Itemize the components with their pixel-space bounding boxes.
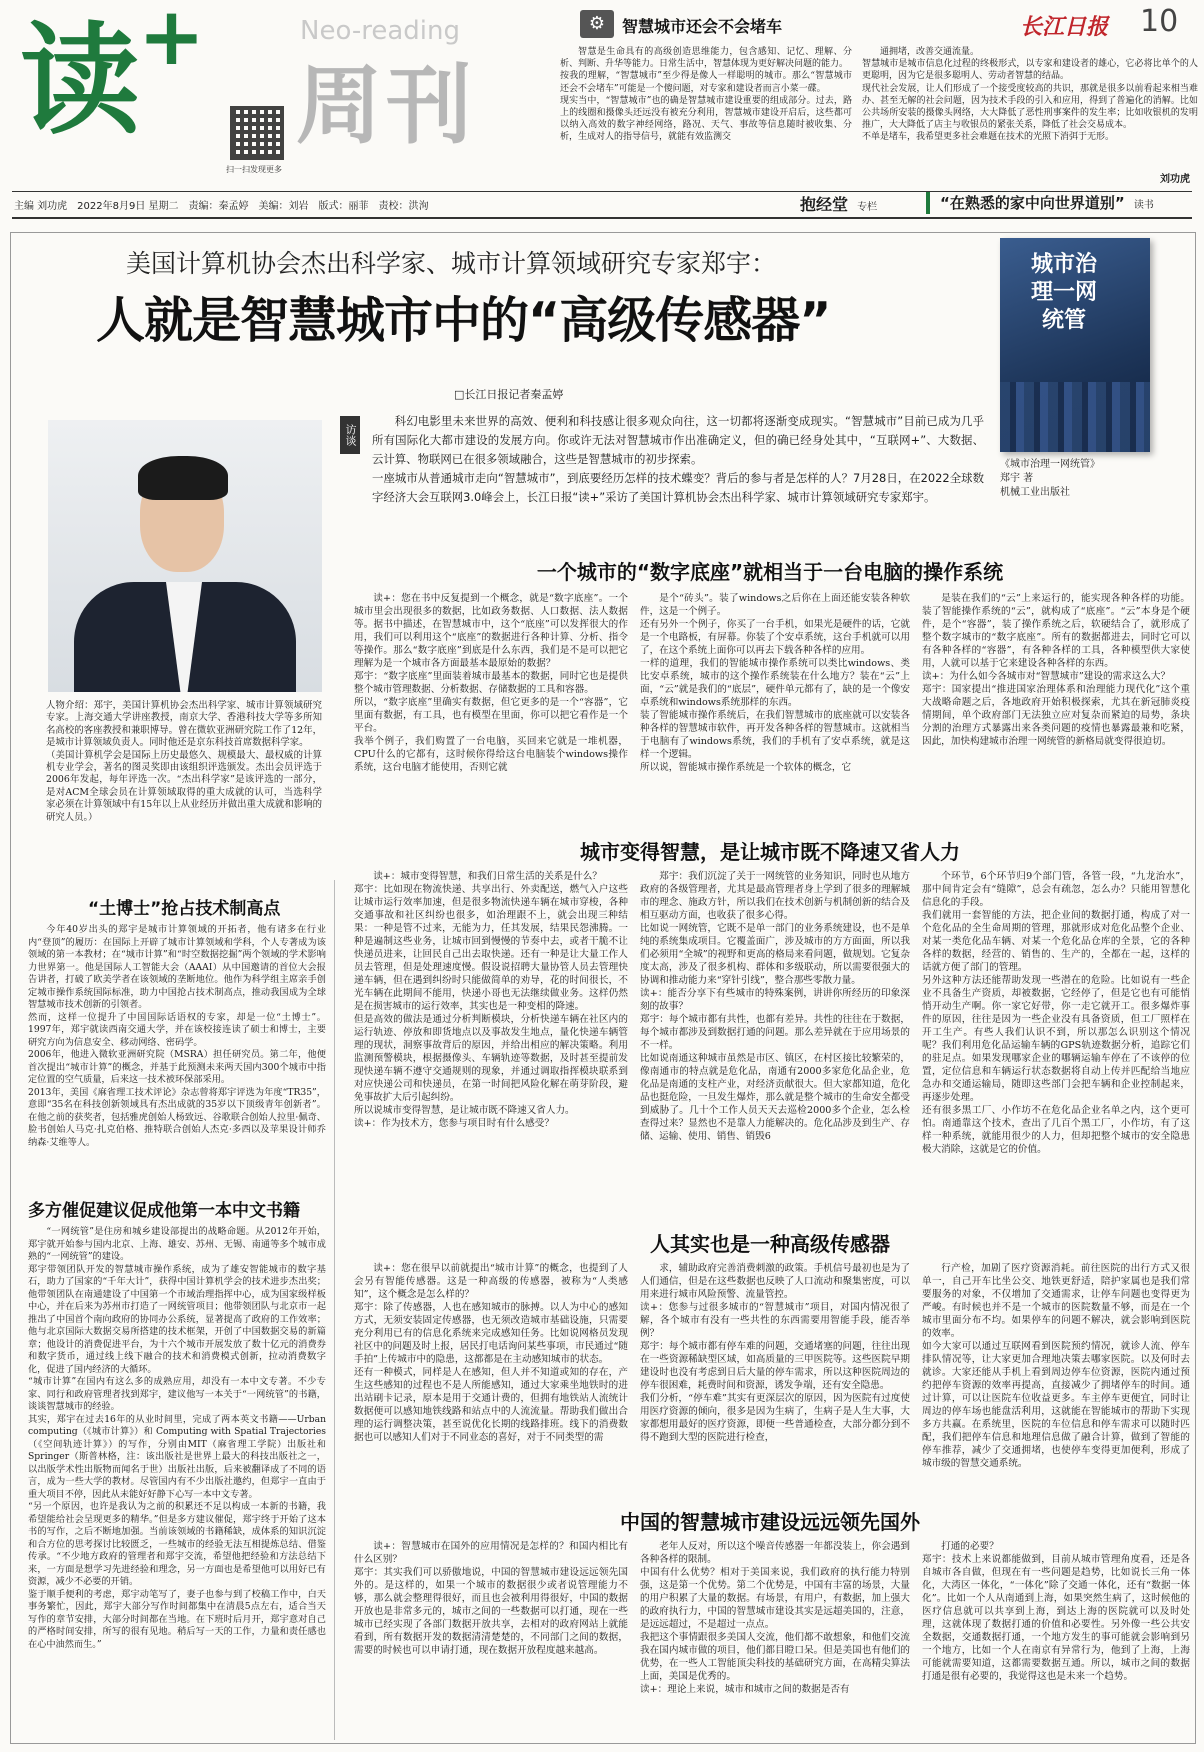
portrait-photo — [48, 420, 322, 692]
column-tag: 专栏 — [857, 202, 878, 213]
masthead-title-zhoukan: 周刊 — [296, 55, 476, 156]
top-column-author: 刘功虎 — [1160, 174, 1190, 185]
sec2-col3: 个环节，6个环节归9个部门管，各管一段，“九龙治水”，那中间肯定会有“缝隙”，总会有疏忽，怎么办？只能用智慧化信息化的手段。 我们就用一套智能的方法，把企业间的数据打通，构成了对一个危化品的全生命周期的管理，那就形成对危化品整个企业、对某一类危化品车辆、对某一个危化品仓库的全景，它的各种各样的数据，经营的、销售的、生产的，全都在一起，这样的话就方便了部门的管理。 另外这种方法还能帮助发现一些潜在的危险。比如说有一些企业不具备生产资质，却被数据，它经停了，但是它也有可能悄悄开动生产啊。你一家它好带，你一走它就开工。很多爆炸事件的原因，往往是因为一些企业没有具备资质，但工厂照样在开工生产。有些人我们认识不到，所以那怎么识别这个情况呢？我们利用危化品运输车辆的GPS轨迹数据分析，追踪它们的驻足点。如果发现哪家企业的哪辆运输车停在了不该停的位置，定位信息和车辆运行状态数据将自动上传并匹配给当地应急办和交通运输局，随即这些部门会把车辆和企业控制起来，再逐步处理。 还有很多黑工厂、小作坊不在危化品企业名单之内，这个更可怕。南通靠这个技术，查出了几百个黑工厂，小作坊，有了这样一种系统，就能用很少的人力，但却把整个城市的安全隐患极大消除，这就是它的价值。 — [922, 871, 1190, 1155]
article-headline: 人就是智慧城市中的“高级传感器” — [96, 292, 831, 349]
divider — [12, 217, 1192, 219]
divider — [334, 880, 335, 1740]
portrait-hair — [138, 456, 228, 500]
masthead-title-plus: + — [138, 0, 206, 83]
article-byline: □长江日报记者秦孟婷 — [454, 388, 564, 401]
book-cover — [1000, 238, 1150, 452]
side2-text: “一网统管”是住房和城乡建设部提出的战略命题。从2012年开始，郑宇就开始参与国内北京、上海、雄安、苏州、无锡、南通等多个城市成熟的“一网统管”的建设。 郑宇带领团队开发的智慧城市操作系统，成为了雄安智能城市的数字基石，助力了国家的“千年大计”，获得中国计算机学会的技术进步杰出奖；他带领团队在南通建设了中国第一个市域治理指挥中心，成为国家级样板中心，并在后来为苏州市打造了一网统管项目；他带领团队与北京市一起推出了中国首个南向政府的协同办公系统，显著提高了政府的工作效率；他与北京国际大数据交易所搭建的技术框架，开创了中国数据交易的新篇章；他设计的消费促进平台，为十六个城市开展发放了数十亿元的消费券和数字货币，通过线上线下融合的技术和消费模式创新，拉动消费数字化，促进了国内经济的大循环。 “城市计算”在国内有这么多的成熟应用，却没有一本中文专著。不少专家、同行和政府管理者找到郑宇，建议他写一本关于“一网统管”的书籍，谈谈智慧城市的经验。 其实，郑宇在过去16年的从业时间里，完成了两本英文书籍——Urban computing（《城市计算》）和 Computing with Spatial Trajectories（《空间轨迹计算》）的写作，分别由MIT（麻省理工学院）出版社和 Springer（斯普林格，注：该出版社是世界上最大的科技出版社之一，以出版学术性出版物而闻名于世）出版社出版，后来被翻译成了不同的语言，成为一些大学的教材。尽管国内有不少出版社邀约，但郑宇一直由于重大项目不停，因此从未能好好静下心写一本中文专著。 “另一个原因，也许是我认为之前的积累还不足以构成一本新的书籍，我希望能给社会呈现更多的精华。”但是多方建议催促，郑宇终于开始了这本书的写作，之后不断地加强。当前该领域的书籍稀缺，成体系的知识沉淀和合方位的思考探讨比较匮乏，一些城市的经验无法互相提炼总结、借鉴传承。“不少地方政府的管理者和郑宇交流，希望他把经验和方法总结下来，一方面是想学习先进经验和理念，另一方面也是希望他可以用好已有资源，减少不必要的开销。 鉴于顺手便利的考虑，郑宇动笔写了，妻子也参与到了校稿工作中，白天事务繁忙，因此，郑宇大部分写作时间都集中在清晨5点左右，适合当天写作的章节安排，大部分时间都在当地。在下班时后月开，郑宇意对自己的严格时间安排，所写的很有见地。稍后写一天的工作，力量和责任感也在心中油然而生。” — [28, 1226, 326, 1650]
profile-text: 人物介绍：郑宇，美国计算机协会杰出科学家、城市计算领域研究专家。上海交通大学讲座教授，南京大学、香港科技大学等多所知名高校的客座教授和兼职博导。曾在微软亚洲研究院工作了12年，是城市计算领域负责人。同时他还是京东科技首席数据科学家。 （美国计算机学会是国际上历史最悠久、规模最大、最权威的计算机专业学会，著名的图灵奖即由该组织评选颁发。杰出会员评选于2006年发起，每年评选一次。“杰出科学家”是该评选的一部分，是对ACM全球会员在计算领域取得的重大成就的认可，当选科学家必须在计算领域中有15年以上从业经历并做出重大成就和影响的研究人员。） — [46, 700, 322, 823]
book-caption — [1000, 458, 1150, 500]
sec3-col2: 求，辅助政府完善消费刺激的政策。手机信号最初也是为了人们通信，但是在这些数据也反映了人口流动和聚集密度，可以用来进行城市风险预警、流量管控。 读+：您参与过很多城市的“智慧城市”项目，对国内情况很了解，各个城市有没有一些共性的东西需要用智能手段，能否举例？ 郑宇：每个城市都有停车难的问题，交通堵塞的问题，往往出现在一些资源稀缺型区域，如高质量的三甲医院等。这些医院早期建设时也没有考虑到日后大量的停车需求，所以这种医院周边的停车很困难，耗费时间和资源，诱发争端，还有安全隐患。 我们分析，“停车难”其实有更深层次的原因，因为医院有过度使用医疗资源的倾向，很多是因为生病了，生病子是人生大事，大家都想用最好的医疗资源，即便一些普通检查，大部分都分到不得不跑到大型的医院进行检查， — [640, 1263, 910, 1443]
column-bar-left — [800, 192, 920, 214]
masthead-subtitle-en: Neo-reading — [300, 16, 460, 46]
sec2-col1: 读+：城市变得智慧，和我们日常生活的关系是什么？ 郑宇：比如现在物流快递、共享出行、外卖配送，燃气入户这些让城市运行效率加速，但是很多物流快递车辆在城市穿梭，各种交通事故和社区纠纷也很多，如治理跟不上，就会出现三种结果：一种是管不过来，无能为力，任其发展，结果民怨沸腾。一种是遍制这些业务，让城市回到慢慢的节奏中去，或者干脆不让快递员进来，让回民自己出去取快递。还有一种是让大量工作人员去管理，但是处理速度慢。假设说招聘大量协管人员去管理快递车辆，但在遇到纠纷时只能做简单的劝导，花的时间很长，不光车辆在此期间不能用，快递小哥也无法继续做业务。这样仍然是在损害城市的运行效率，其实也是一种变相的降速。 但是高效的做法是通过分析判断模块，分析快递车辆在社区内的运行轨迹、停放和即货地点以及事故发生地点，量化快递车辆管理的现状，洞察事故背后的原因，并给出相应的解决策略。利用监测预警模块，根据摄像头、车辆轨迹等数据，及时甚至提前发现快递车辆不遵守交通规则的现象，并通过调取指挥模块联系到对应快递公司和快递员，在第一时间把风险化解在萌芽阶段，避免事故扩大后引起纠纷。 所以说城市变得智慧，是让城市既不降速又省人力。 读+：作为技术方，您参与项目时有什么感受？ — [354, 871, 628, 1129]
sec3-col1: 读+：您在很早以前就提出“城市计算”的概念，也提到了人会另有智能传感器。这是一种高级的传感器，被称为“人类感知”，这个概念是怎么样的？ 郑宇：除了传感器，人也在感知城市的脉搏。以人为中心的感知方式，无须安装固定传感器，也无须改造城市基础设施，只需要充分利用已有的信息化系统来完成感知任务。比如说网格员发现社区中的问题及时上报，居民打电话询问某些事项，市民通过“随手拍”上传城市中的隐患，这都都是在主动感知城市的状态。 还有一种模式，同样是人在感知，但人并不知道或知的存在，产生这些感知的过程也不是人所能感知，通过大家乘坐地铁时的进出站刷卡记录，原本是用于交通计费的，但拥有地铁站人流统计数据便可以感知地铁线路和站点中的人流流量。帮助我们做出合理的运行调整决策，甚至说优化长期的线路排班。线下的消费数据也可以感知人们对于不同业态的喜好，对于不同类型的需 — [354, 1263, 628, 1443]
top-column — [560, 4, 1200, 188]
sec2-col2: 郑宇：我们沉淀了关于一网统管的业务知识，同时也从地方政府的各级管理者，尤其是最高管理者身上学到了很多的理解城市的理念、施政方针，所以我们在技术创新与机制创新的结合及相互驱动方面，也收获了很多心得。 比如说一网统管，它既不是单一部门的业务系统建设，也不是单纯的系统集成项目。它覆盖面广，涉及城市的方方面面，所以我们必须用“全城”的视野和更高的格局来看问题，做规划。它复杂度太高，涉及了很多机构、群体和多级联动，所以需要很强大的协调和推动能力来“穿针引线”，整合那些零散力量。 读+：能否分享下有些城市的特殊案例，讲讲你所经历的印象深刻的故事？ 郑宇：每个城市都有共性，也都有差异。共性的往往在于数据，每个城市都涉及到数据打通的问题。那么差异就在于应用场景的不一样。 比如说南通这种城市虽然是市区、镇区，在村区接比较繁荣的，像南通市的特点就是危化品，南通有2000多家危化品企业，危化品是南通的支柱产业，对经济贡献很大。但大家都知道，危化品也挺危险，一旦发生爆炸，那么就是整个城市的生命安全都受到威胁了。几十个工作人员天天去巡检2000多个企业，怎么检查得过来？显然也不是靠人力能解决的。危化品涉及到生产、存储、运输、使用、销售、销毁6 — [640, 871, 910, 1142]
masthead-title-du: 读 — [20, 10, 140, 151]
book-caption-title: 《城市治理一网统管》 — [1000, 459, 1100, 470]
sec4-col2: 老年人反对，所以这个噪音传感器一年都没装上，你会遇到各种各样的限制。 中国有什么优势？相对于美国来说，我们政府的执行能力特别强，这是第一个优势。第二个优势是，中国有丰富的场景，大量的用户积累了大量的数据。有场景，有用户，有数据，加上强大的政府执行力，中国的智慧城市建设其实是远超美国的，注意，是远远超过，不是超过一点点。 我把这个事情跟很多美国人交流，他们都不敢想象，和他们交流我在国内城市做的项目，他们都目瞪口呆。但是美国也有他们的优势，在一些人工智能顶尖科技的基础研究方面，在高精尖算法上面，美国是优秀的。 读+：理论上来说，城市和城市之间的数据是否有 — [640, 1541, 910, 1695]
column-bar-right — [940, 192, 1200, 214]
top-column-text-1: 智慧是生命具有的高级创造思维能力，包含感知、记忆、理解、分析、判断、升华等能力。日常生活中，智慧体现为更好解决问题的能力。 按我的理解，“智慧城市”至少得是像人一样聪明的城市。那么“智慧城市还会不会堵车”可能是一个傻问题，对专家和建设者而言小菜一碟。 现实当中，“智慧城市”也的确是智慧城市建设重要的组成部分。过去，路上的线圈和摄像头还远没有被充分利用，智慧城市建设开启后，这些都可以纳入高效的数字神经网络，路况、天气、事故等信息随时被收集、分析，生成对人的指导信号，就能有效监测交 — [560, 47, 852, 143]
divider — [926, 192, 930, 214]
book-cover-title: 城市治理一网统管 — [1030, 251, 1097, 333]
qr-code — [230, 106, 284, 160]
page-number: 10 — [1140, 4, 1179, 39]
newspaper-name: 长江日报 — [1020, 14, 1109, 40]
article-kicker: 美国计算机协会杰出科学家、城市计算领域研究专家郑宇： — [126, 249, 777, 278]
side2-heading: 多方催促建议促成他第一本中文书籍 — [28, 1201, 300, 1221]
sec3-heading: 人其实也是一种高级传感器 — [650, 1232, 890, 1256]
side1-heading: “土博士”抢占技术制高点 — [88, 899, 281, 919]
side1-text: 今年40岁出头的郑宇是城市计算领域的开拓者，他有诸多在行业内“登顶”的履历：在国际上开辟了城市计算领域和学科，个人专著成为该领域的第一本教材；在“城市计算”和“时空数据挖掘”两个领域的学术影响力世界第一。他是国际人工智能大会（AAAI）从中国邀请的首位大会报告讲者，打破了欧美学者在该领域的垄断地位。他作为科学组主席亲手创定城市操作系统国际标准，助力中国抢占技术制高点，推动我国成为全球智慧城市技术创新的引领者。 然而，这样一位提升了中国国际话语权的专家，却是一位“土博士”。1997年，郑宇就读西南交通大学，并在该校接连读了硕士和博士，主要研究方向为信息安全、移动网络、密码学。 2006年，他进入微软亚洲研究院（MSRA）担任研究员。第二年，他便首次提出“城市计算”的概念，并基于此预测未来两天国内300个城市中指定位置的空气质量，后来这一技术被环保部采用。 2013年，美国《麻省理工技术评论》杂志曾将郑宇评选为年度“TR35”，意即“35名在科技创新领域具有杰出成就的35岁以下顶级青年创新者”。在他之前的获奖者，包括雅虎创始人杨致远、谷歌联合创始人拉里·佩奇、脸书创始人马克·扎克伯格、推特联合创始人杰克·多西以及苹果设计师乔纳森·艾维等人。 — [28, 924, 326, 1148]
sec4-heading: 中国的智慧城市建设远远领先国外 — [620, 1510, 920, 1534]
top-column-heading: 智慧城市还会不会堵车 — [622, 17, 783, 36]
book-tag: 读书 — [1133, 200, 1154, 211]
book-title-bar: “在熟悉的家中向世界道别” — [940, 194, 1125, 212]
interview-tag: 访谈 — [340, 416, 360, 454]
sec1-col1: 读+：您在书中反复提到一个概念，就是“数字底座”。一个城市里会出现很多的数据，比如政务数据、人口数据、法人数据等。据书中描述，在智慧城市中，这个“底座”可以发挥很大的作用，我们可以利用这个“底座”的数据进行各种计算、分析、指令等操作。那么“数字底座”到底是什么东西，我们是不是可以把它理解为是一个城市各方面最基本最原始的数据？ 郑宇：“数字底座”里面装着城市最基本的数据，同时它也是提供整个城市管理数据、分析数据、存储数据的工具和容器。 所以，“数字底座”里确实有数据，但它更多的是一个“容器”，它里面有数据，有工具，也有模型在里面，你可以把它看作是一个平台。 我举个例子，我们购置了一台电脑，买回来它就是一堆机器，CPU什么的它都有，这时候你得给这台电脑装个windows操作系统，这台电脑才能使用，否则它就 — [354, 593, 628, 773]
credits: 主编 刘功虎 2022年8月9日 星期二 责编：秦孟婷 美编：刘岩 版式：丽菲 责校：洪洵 — [14, 201, 429, 212]
sec1-heading: 一个城市的“数字底座”就相当于一台电脑的操作系统 — [536, 560, 1004, 584]
city-skyline — [1000, 382, 1150, 452]
qr-caption: 扫一扫发现更多 — [226, 165, 282, 174]
article-lead: 科幻电影里未来世界的高效、便利和科技感让很多观众向往，这一切都将逐渐变成现实。“智慧城市”目前已成为几乎所有国际化大都市建设的发展方向。你或许无法对智慧城市作出准确定义，但的确已经身处其中，“互联网+”、大数据、云计算、物联网已在很多领域融合，这些是智慧城市的初步探索。 一座城市从普通城市走向“智慧城市”，到底要经历怎样的技术蝶变？背后的参与者是怎样的人？7月28日，在2022全球数字经济大会互联网3.0峰会上，长江日报“读+”采访了美国计算机协会杰出科学家、城市计算领域研究专家郑宇。 — [372, 414, 984, 504]
gear-icon: ⚙ — [580, 10, 614, 38]
sec2-heading: 城市变得智慧，是让城市既不降速又省人力 — [580, 840, 960, 864]
column-name: 抱经堂 — [800, 195, 849, 214]
book-caption-publisher: 机械工业出版社 — [1000, 487, 1070, 498]
sec1-col3: 是装在我们的“云”上来运行的，能实现各种各样的功能。装了智能操作系统的“云”，就构成了“底座”。“云”本身是个硬件，是个“容器”，装了操作系统之后，软硬结合了，就形成了整个数字城市的“数字底座”。所有的数据都进去，同时它可以有各种各样的“容器”，有各种各样的工具，各种模型供大家使用，人就可以基于它来建设各种各样的东西。 读+：为什么如今各城市对“智慧城市”建设的需求这么大？ 郑宇：国家提出“推进国家治理体系和治理能力现代化”这个重大战略命题之后，各地政府开始积极探索，尤其在新冠肺炎疫情期间，单个政府部门无法独立应对复杂而紧迫的局势，条块分割的治理方式暴露出来各类问题的疫情也暴露最兼和吃紧，因此，加快构建城市治理一网统管的新格局就变得很迫切。 — [922, 593, 1190, 747]
book-caption-author: 郑宇 著 — [1000, 473, 1034, 484]
sec4-col3: 打通的必要？ 郑宇：技术上来说都能做到，目前从城市管理角度看，还是各自城市各自做，但现在有一些问题是趋势，比如说长三角一体化，大湾区一体化，“一体化”除了交通一体化，还有“数据一体化”。比如一个人从南通到上海，如果突然生病了，这时候他的医疗信息就可以共享到上海，到达上海的医院就可以及时处理，这就体现了数据打通的价值和必要性。另外像一些公共安全数据，交通数据打通，一个地方发生的事可能就会影响到另一个地方，比如一个人在南京有异常行为，他到了上海，上海可能就需要知道，这都需要数据互通。所以，城市之间的数据打通是很有必要的，我觉得这也是未来一个趋势。 — [922, 1541, 1190, 1682]
sec3-col3: 行产检，加剧了医疗资源消耗。前往医院的出行方式又很单一，自己开车比坐公交、地铁更舒适，陪护家属也是我们常要服务的对象，不仅增加了交通需求，让停车问题也变得更为严峻。有时候也并不是一个城市的医院数量不够，而是在一个城市里面分布不均。如果停车的问题不解决，就会影响到医院的效率。 如今大家可以通过互联网看到医院预约情况，就诊人流、停车排队情况等，让大家更加合理地决策去哪家医院。以及何时去就诊。大家还能从手机上看到周边停车位资源，医院内通过预约把停车资源的效率再提高，直接减少了拥堵停车的时间。通过计算，可以让医院车位收益更多。车主停车更便宜，同时让周边的停车场也能盘活利用，这就能在智能城市的帮助下实现多方共赢。在系统里，医院的车位信息和停车需求可以随时匹配，我们把停车信息和地理信息做了融合计算，做到了智能的停车推荐，减少了交通拥堵，也使停车变得更加便利，形成了城市级的智慧交通系统。 — [922, 1263, 1190, 1469]
sec1-col2: 是个“砖头”。装了windows之后你在上面还能安装各种软件，这是一个例子。 还有另外一个例子，你买了一台手机，如果光是硬件的话，它就是一个电路板，有屏幕。你装了个安卓系统，这台手机就可以用了，在这个系统上面你可以再去下载各种各样的应用。 一样的道理，我们的智能城市操作系统可以类比windows、类比安卓系统，城市的这个操作系统装在什么地方？装在“云”上面，“云”就是我们的“底层”，硬件单元都有了，缺的是一个像安卓系统和windows系统那样的东西。 装了智能城市操作系统后，在我们智慧城市的底座就可以安装各种各样的智慧城市软件，再开发各种各样的智慧城市。这就相当于电脑有了windows系统，我们的手机有了安卓系统，就是这样一个逻辑。 所以说，智能城市操作系统是一个软体的概念，它 — [640, 593, 910, 773]
sec4-col1: 读+：智慧城市在国外的应用情况是怎样的？和国内相比有什么区别？ 郑宇：其实我们可以骄傲地说，中国的智慧城市建设远远领先国外的。是这样的，如果一个城市的数据很少或者说管理能力不够，那么就会整理得很好，而且也会被利用得很好，中国的数据开放也是非常多元的，城市之间的一些数据可以打通，现在一些城市已经实现了各部门数据开放共享，去相对的政府网站上就能看到，所有数据开发的数据清清楚楚的，不同部门之间的数据，需要的时候也可以申请打通，现在数据开放程度越来越高。 — [354, 1541, 628, 1656]
top-column-text-2: 通拥堵，改善交通流量。 智慧城市是城市信息化过程的终极形式，以专家和建设者的雄心，它必将比单个的人更聪明，因为它是很多聪明人、劳动者智慧的结晶。 现代社会发展，让人们形成了一个接受度较高的共识，那就是很多以前看起来相当难办、甚至无解的社会问题，因为技术手段的引入和应用，得到了普遍化的消解。比如公共场所安装的摄像头网络，大大降低了恶性刑事案件的发生率；比如收银机的发明推广，大大降低了店主与收银员的紧张关系，降低了社会交易成本。 不单是堵车，我希望更多社会难题在技术的光照下消弭于无形。 — [862, 47, 1198, 143]
